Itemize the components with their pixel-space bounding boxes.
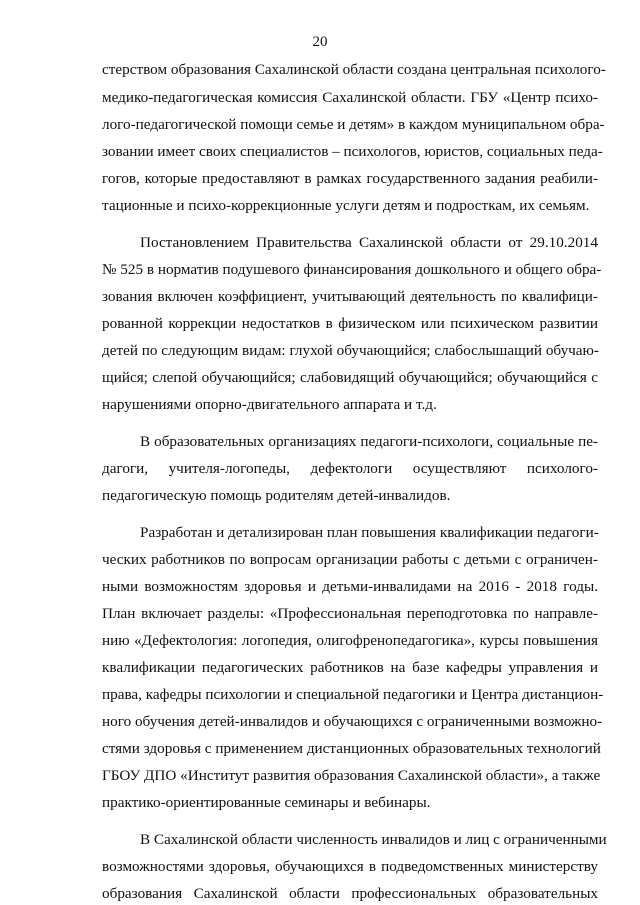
text-line: ными возможностям здоровья и детьми-инвалидами на 2016 - 2018 годы. (102, 578, 598, 595)
text-line: права, кафедры психологии и специальной педагогики и Центра дистанцион- (102, 686, 604, 703)
text-line: образования Сахалинской области профессиональных образовательных (102, 885, 598, 902)
text-line: рованной коррекции недостатков в физическом или психическом развитии (102, 315, 598, 332)
text-line: практико-ориентированные семинары и вебинары. (102, 794, 431, 811)
text-line: В Сахалинской области численность инвалидов и лиц с ограниченными (140, 831, 607, 848)
text-line: педагогическую помощь родителям детей-инвалидов. (102, 487, 451, 504)
text-line: дагоги, учителя-логопеды, дефектологи осуществляют психолого- (102, 460, 598, 477)
text-line: возможностями здоровья, обучающихся в подведомственных министерству (102, 858, 598, 875)
text-line: щийся; слепой обучающийся; слабовидящий обучающийся; обучающийся с (102, 369, 598, 386)
text-line: медико-педагогическая комиссия Сахалинской области. ГБУ «Центр психо- (102, 89, 598, 106)
text-line: квалификации педагогических работников на базе кафедры управления и (102, 659, 598, 676)
text-line: Постановлением Правительства Сахалинской области от 29.10.2014 (140, 234, 598, 251)
text-line: стями здоровья с применением дистанционных образовательных технологий (102, 740, 601, 757)
text-line: детей по следующим видам: глухой обучающийся; слабослышащий обучаю- (102, 342, 599, 359)
text-line: нарушениями опорно-двигательного аппарата и т.д. (102, 396, 437, 413)
text-line: ческих работников по вопросам организации работы с детьми с ограничен- (102, 551, 598, 568)
text-line: стерством образования Сахалинской области создана центральная психолого- (102, 61, 606, 78)
text-line: тационные и психо-коррекционные услуги детям и подросткам, их семьям. (102, 197, 590, 214)
text-line: Разработан и детализирован план повышения квалификации педагоги- (140, 524, 599, 541)
text-line: ГБОУ ДПО «Институт развития образования Сахалинской области», а также (102, 767, 601, 784)
text-line: зования включен коэффициент, учитывающий деятельность по квалифици- (102, 288, 598, 305)
text-line: В образовательных организациях педагоги-психологи, социальные пе- (140, 433, 598, 450)
text-line: гогов, которые предоставляют в рамках государственного задания реабили- (102, 170, 598, 187)
text-line: № 525 в норматив подушевого финансирования дошкольного и общего обра- (102, 261, 602, 278)
text-line: лого-педагогической помощи семье и детям» в каждом муниципальном обра- (102, 116, 605, 133)
text-line: ного обучения детей-инвалидов и обучающихся с ограниченными возможно- (102, 713, 603, 730)
text-line: План включает разделы: «Профессиональная переподготовка по направле- (102, 605, 598, 622)
page-number: 20 (312, 34, 328, 50)
text-line: нию «Дефектология: логопедия, олигофренопедагогика», курсы повышения (102, 632, 598, 649)
text-line: зовании имеет своих специалистов – психологов, юристов, социальных педа- (102, 143, 603, 160)
